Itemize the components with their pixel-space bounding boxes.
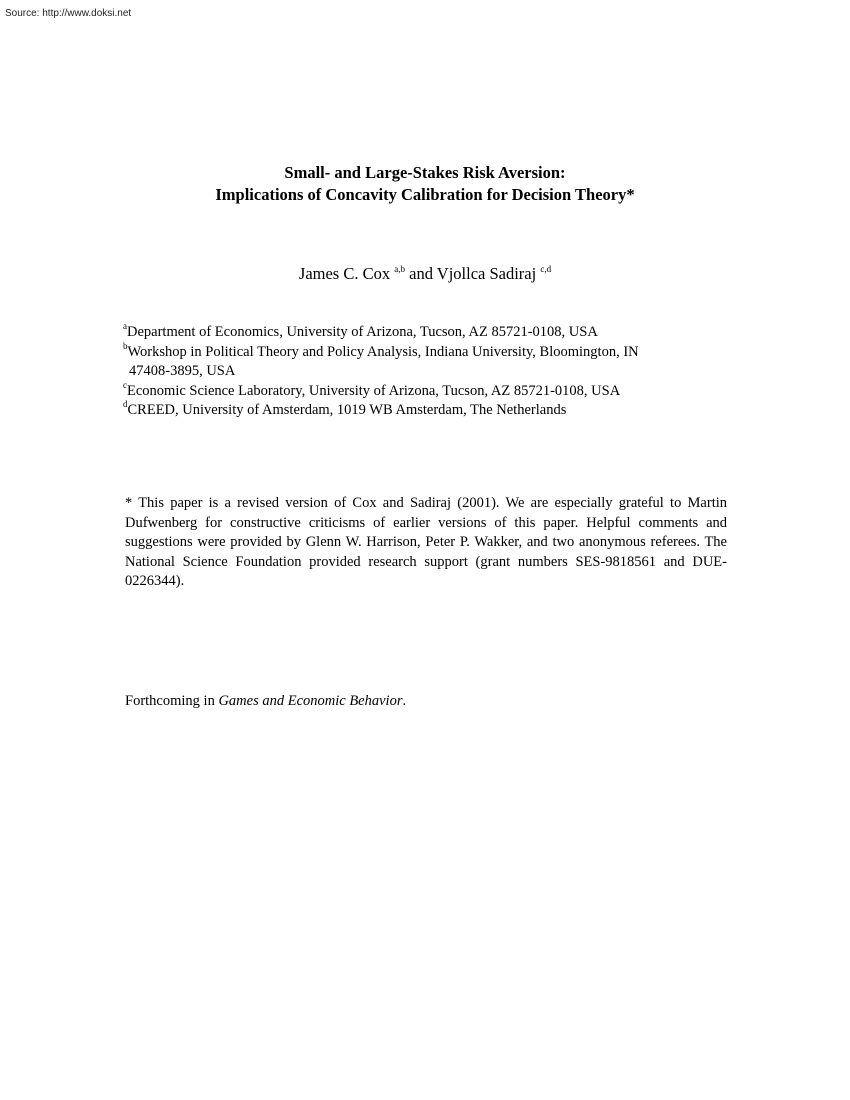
author-name: James C. Cox bbox=[298, 264, 391, 283]
affiliation-item bbox=[123, 401, 733, 421]
affiliation-mark: a bbox=[123, 321, 127, 331]
paper-title bbox=[0, 162, 850, 206]
source-label: Source: http://www.doksi.net bbox=[5, 8, 132, 19]
publication-note bbox=[125, 692, 406, 712]
affiliation-item bbox=[123, 379, 733, 402]
title-line-1: Small- and Large-Stakes Risk Aversion: bbox=[284, 163, 566, 182]
author-name: Vjollca Sadiraj bbox=[436, 264, 537, 283]
affiliation-mark: d bbox=[123, 399, 128, 409]
publication-suffix: . bbox=[402, 693, 407, 709]
affiliation-item bbox=[123, 323, 733, 343]
author-affiliation-marks: c,d bbox=[540, 264, 552, 274]
acknowledgement-footnote: * This paper is a revised version of Cox and Sadiraj (2001). We are especially grateful to Martin Dufwenberg for constructive criticisms of earlier versions of this paper. Helpful comments and suggestions were provided by Glenn W. Harrison, Peter P. Wakker, and two anonymous referees. The National Science Foundation provided research support (grant numbers SES-9818561 and DUE-0226344). bbox=[125, 495, 727, 589]
affiliation-list bbox=[123, 323, 733, 421]
title-line-2: Implications of Concavity Calibration for Decision Theory* bbox=[215, 185, 635, 204]
affiliation-mark: c bbox=[123, 379, 127, 390]
affiliation-continuation: 47408-3895, USA bbox=[129, 363, 236, 379]
affiliation-text: Department of Economics, University of Arizona, Tucson, AZ 85721-0108, USA bbox=[127, 324, 598, 340]
publication-prefix: Forthcoming in bbox=[125, 693, 215, 709]
author-list bbox=[0, 264, 850, 284]
affiliation-text: Economic Science Laboratory, University of Arizona, Tucson, AZ 85721-0108, USA bbox=[127, 382, 621, 399]
author-affiliation-marks: a,b bbox=[394, 264, 405, 274]
affiliation-item bbox=[123, 340, 733, 363]
affiliation-text: CREED, University of Amsterdam, 1019 WB Amsterdam, The Netherlands bbox=[127, 402, 567, 418]
affiliation-mark: b bbox=[123, 340, 128, 351]
journal-name: Games and Economic Behavior bbox=[218, 693, 403, 709]
author-conjunction: and bbox=[409, 264, 433, 283]
affiliation-text: Workshop in Political Theory and Policy Analysis, Indiana University, Bloomington, IN bbox=[127, 343, 639, 360]
